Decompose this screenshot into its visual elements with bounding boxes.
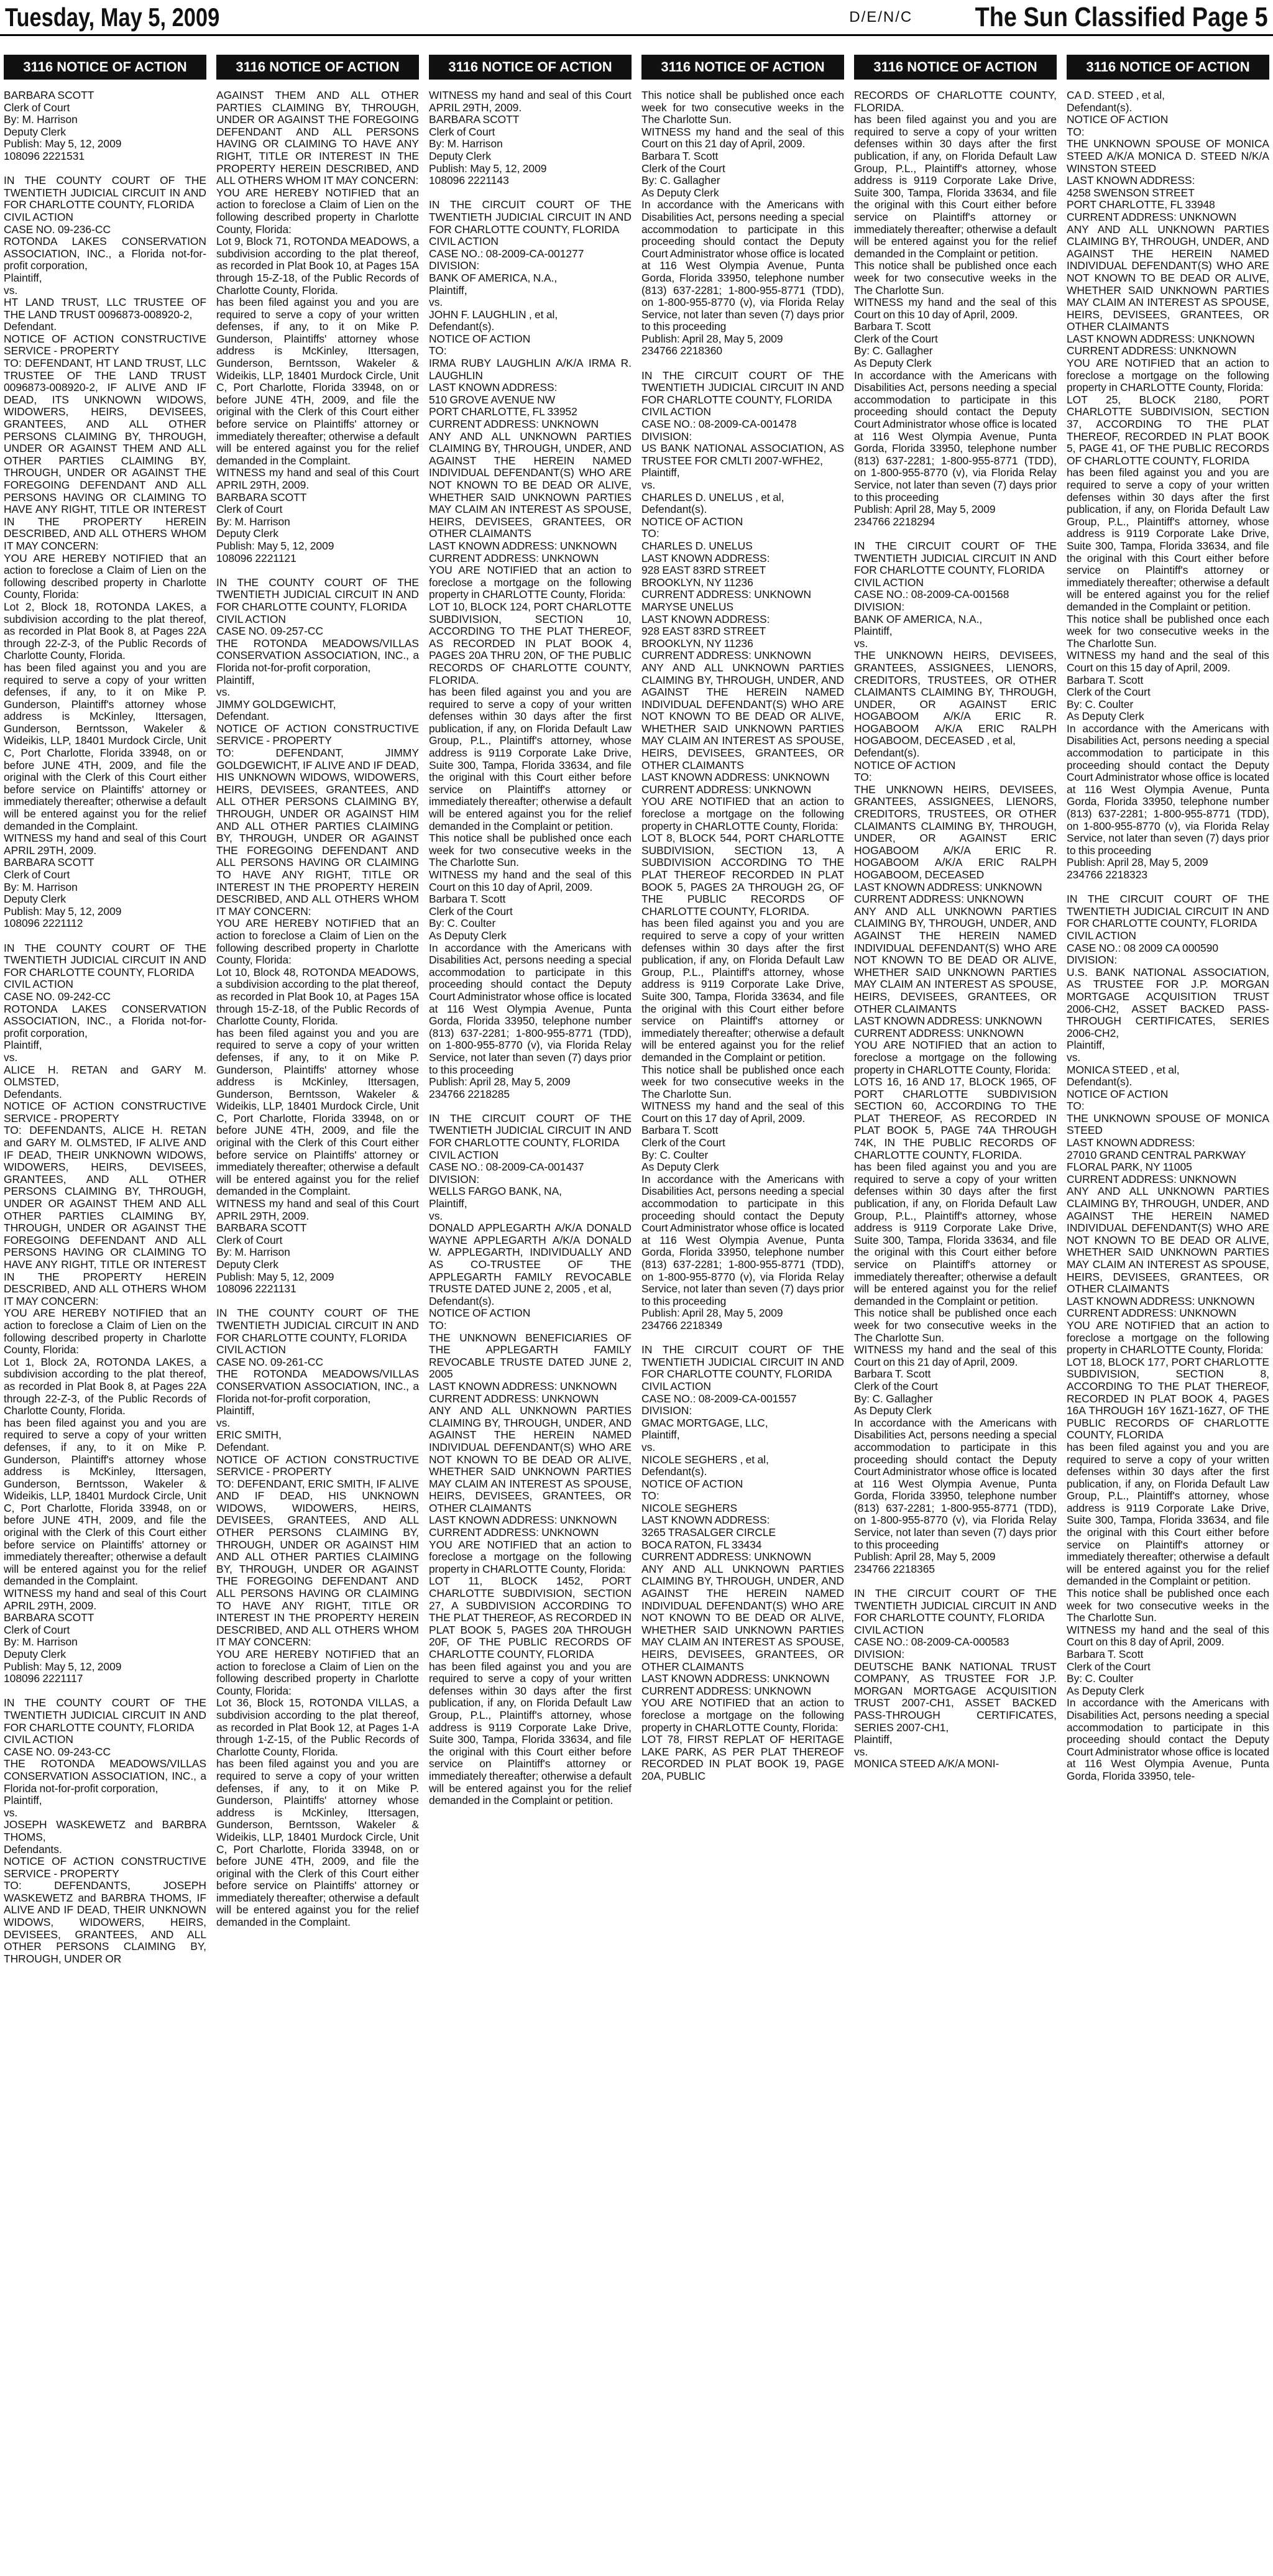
column-1 bbox=[4, 59, 206, 2570]
column-text: CA D. STEED , et al, Defendant(s). NOTICE OF ACTION TO: THE UNKNOWN SPOUSE OF MONICA STEED A/K/A MONICA D. STEED N/K/A WINSTON STEED LAST KNOWN ADDRESS: 4258 SWENSON STREET PORT CHARLOTTE, FL 33948 CURRENT ADDRESS: UNKNOWN ANY AND ALL UNKNOWN PARTIES CLAIMING BY, THROUGH, UNDER, AND AGAINST THE HEREIN NAMED INDIVIDUAL DEFENDANT(S) WHO ARE NOT KNOWN TO BE DEAD OR ALIVE, WHETHER SAID UNKNOWN PARTIES MAY CLAIM AN INTEREST AS SPOUSE, HEIRS, DEVISEES, GRANTEES, OR OTHER CLAIMANTS LAST KNOWN ADDRESS: UNKNOWN CURRENT ADDRESS: UNKNOWN YOU ARE NOTIFIED that an action to foreclose a mortgage on the following property in CHARLOTTE County, Florida: LOT 25, BLOCK 2180, PORT CHARLOTTE SUBDIVISION, SECTION 37, ACCORDING TO THE PLAT THEREOF, RECORDED IN PLAT BOOK 5, PAGE 41, OF THE PUBLIC RECORDS OF CHARLOTTE COUNTY, FLORIDA has been filed against you and you are required to serve a copy of your written defenses within 30 days after the first publication, if any, on Florida Default Law Group, P.L., Plaintiff's attorney, whose address is 9119 Corporate Lake Drive, Suite 300, Tampa, Florida 33634, and file the original with this Court either before service on Plaintiff's attorney or immediately thereafter; otherwise a default will be entered against you for the relief demanded in the Complaint or petition. This notice shall be published once each week for two consecutive weeks in the The Charlotte Sun. WITNESS my hand and the seal of this Court on this 15 day of April, 2009. Barbara T. Scott Clerk of the Court By: C. Coulter As Deputy Clerk In accordance with the Americans with Disabilities Act, persons needing a special accommodation to participate in this proceeding should contact the Deputy Court Administrator whose office is located at 116 West Olympia Avenue, Punta Gorda, Florida 33950, telephone number (813) 637-2281; 1-800-955-8771 (TDD), on 1-800-955-8770 (v), via Florida Relay Service, not later than seven (7) days prior to this proceeding Publish: April 28, May 5, 2009 234766 2218323 IN THE CIRCUIT COURT OF THE TWENTIETH JUDICIAL CIRCUIT IN AND FOR CHARLOTTE COUNTY, FLORIDA CIVIL ACTION CASE NO.: 08 2009 CA 000590 DIVISION: U.S. BANK NATIONAL ASSOCIATION, AS TRUSTEE FOR J.P. MORGAN MORTGAGE ACQUISITION TRUST 2006-CH2, ASSET BACKED PASS-THROUGH CERTIFICATES, SERIES 2006-CH2, Plaintiff, vs. MONICA STEED , et al, Defendant(s). NOTICE OF ACTION TO: THE UNKNOWN SPOUSE OF MONICA STEED LAST KNOWN ADDRESS: 27010 GRAND CENTRAL PARKWAY FLORAL PARK, NY 11005 CURRENT ADDRESS: UNKNOWN ANY AND ALL UNKNOWN PARTIES CLAIMING BY, THROUGH, UNDER, AND AGAINST THE HEREIN NAMED INDIVIDUAL DEFENDANT(S) WHO ARE NOT KNOWN TO BE DEAD OR ALIVE, WHETHER SAID UNKNOWN PARTIES MAY CLAIM AN INTEREST AS SPOUSE, HEIRS, DEVISEES, GRANTEES, OR OTHER CLAIMANTS LAST KNOWN ADDRESS: UNKNOWN CURRENT ADDRESS: UNKNOWN YOU ARE NOTIFIED that an action to foreclose a mortgage on the following property in CHARLOTTE County, Florida: LOT 18, BLOCK 177, PORT CHARLOTTE SUBDIVISION, SECTION 8, ACCORDING TO THE PLAT THEREOF, RECORDED IN PLAT BOOK 4, PAGES 16A THROUGH 16Y 16Z1-16Z7, OF THE PUBLIC RECORDS OF CHARLOTTE COUNTY, FLORIDA has been filed against you and you are required to serve a copy of your written defenses within 30 days after the first publication, if any, on Florida Default Law Group, P.L., Plaintiff's attorney, whose address is 9119 Corporate Lake Drive, Suite 300, Tampa, Florida 33634, and file the original with this Court either before service on Plaintiff's attorney or immediately thereafter; otherwise a default will be entered against you for the relief demanded in the Complaint or petition. This notice shall be published once each week for two consecutive weeks in the The Charlotte Sun. WITNESS my hand and the seal of this Court on this 8 day of April, 2009. Barbara T. Scott Clerk of the Court By: C. Coulter As Deputy Clerk In accordance with the Americans with Disabilities Act, persons needing a special accommodation to participate in this proceeding should contact the Deputy Court Administrator whose office is located at 116 West Olympia Avenue, Punta Gorda, Florida 33950, tele- bbox=[1067, 89, 1269, 1782]
header-right bbox=[849, 2, 1268, 33]
column-text: This notice shall be published once each week for two consecutive weeks in the The Charlotte Sun. WITNESS my hand and the seal of this Court on this 21 day of April, 2009. Barbara T. Scott Clerk of the Court By: C. Gallagher As Deputy Clerk In accordance with the Americans with Disabilities Act, persons needing a special accommodation to participate in this proceeding should contact the Deputy Court Administrator whose office is located at 116 West Olympia Avenue, Punta Gorda, Florida 33950, telephone number (813) 637-2281; 1-800-955-8771 (TDD), on 1-800-955-8770 (v), via Florida Relay Service, not later than seven (7) days prior to this proceeding Publish: April 28, May 5, 2009 234766 2218360 IN THE CIRCUIT COURT OF THE TWENTIETH JUDICIAL CIRCUIT IN AND FOR CHARLOTTE COUNTY, FLORIDA CIVIL ACTION CASE NO.: 08-2009-CA-001478 DIVISION: US BANK NATIONAL ASSOCIATION, AS TRUSTEE FOR CMLTI 2007-WFHE2, Plaintiff, vs. CHARLES D. UNELUS , et al, Defendant(s). NOTICE OF ACTION TO: CHARLES D. UNELUS LAST KNOWN ADDRESS: 928 EAST 83RD STREET BROOKLYN, NY 11236 CURRENT ADDRESS: UNKNOWN MARYSE UNELUS LAST KNOWN ADDRESS: 928 EAST 83RD STREET BROOKLYN, NY 11236 CURRENT ADDRESS: UNKNOWN ANY AND ALL UNKNOWN PARTIES CLAIMING BY, THROUGH, UNDER, AND AGAINST THE HEREIN NAMED INDIVIDUAL DEFENDANT(S) WHO ARE NOT KNOWN TO BE DEAD OR ALIVE, WHETHER SAID UNKNOWN PARTIES MAY CLAIM AN INTEREST AS SPOUSE, HEIRS, DEVISEES, GRANTEES, OR OTHER CLAIMANTS LAST KNOWN ADDRESS: UNKNOWN CURRENT ADDRESS: UNKNOWN YOU ARE NOTIFIED that an action to foreclose a mortgage on the following property in CHARLOTTE County, Florida: LOT 8, BLOCK 544, PORT CHARLOTTE SUBDIVISION, SECTION 13, A SUBDIVISION ACCORDING TO THE PLAT THEREOF RECORDED IN PLAT BOOK 5, PAGES 2A THROUGH 2G, OF THE PUBLIC RECORDS OF CHARLOTTE COUNTY, FLORIDA. has been filed against you and you are required to serve a copy of your written defenses within 30 days after the first publication, if any, on Florida Default Law Group, P.L., Plaintiff's attorney, whose address is 9119 Corporate Lake Drive, Suite 300, Tampa, Florida 33634, and file the original with this Court either before service on Plaintiff's attorney or immediately thereafter; otherwise a default will be entered against you for the relief demanded in the Complaint or petition. This notice shall be published once each week for two consecutive weeks in the The Charlotte Sun. WITNESS my hand and the seal of this Court on this 17 day of April, 2009. Barbara T. Scott Clerk of the Court By: C. Coulter As Deputy Clerk In accordance with the Americans with Disabilities Act, persons needing a special accommodation to participate in this proceeding should contact the Deputy Court Administrator whose office is located at 116 West Olympia Avenue, Punta Gorda, Florida 33950, telephone number (813) 637-2281; 1-800-955-8771 (TDD), on 1-800-955-8770 (v), via Florida Relay Service, not later than seven (7) days prior to this proceeding Publish: April 28, May 5, 2009 234766 2218349 IN THE CIRCUIT COURT OF THE TWENTIETH JUDICIAL CIRCUIT IN AND FOR CHARLOTTE COUNTY, FLORIDA CIVIL ACTION CASE NO.: 08-2009-CA-001557 DIVISION: GMAC MORTGAGE, LLC, Plaintiff, vs. NICOLE SEGHERS , et al, Defendant(s). NOTICE OF ACTION TO: NICOLE SEGHERS LAST KNOWN ADDRESS: 3265 TRASALGER CIRCLE BOCA RATON, FL 33434 CURRENT ADDRESS: UNKNOWN ANY AND ALL UNKNOWN PARTIES CLAIMING BY, THROUGH, UNDER, AND AGAINST THE HEREIN NAMED INDIVIDUAL DEFENDANT(S) WHO ARE NOT KNOWN TO BE DEAD OR ALIVE, WHETHER SAID UNKNOWN PARTIES MAY CLAIM AN INTEREST AS SPOUSE, HEIRS, DEVISEES, GRANTEES, OR OTHER CLAIMANTS LAST KNOWN ADDRESS: UNKNOWN CURRENT ADDRESS: UNKNOWN YOU ARE NOTIFIED that an action to foreclose a mortgage on the following property in CHARLOTTE County, Florida: LOT 78, FIRST REPLAT OF HERITAGE LAKE PARK, AS PER PLAT THEREOF RECORDED IN PLAT BOOK 19, PAGE 20A, PUBLIC bbox=[641, 89, 844, 1782]
page-header bbox=[0, 0, 1273, 36]
column-6 bbox=[1067, 59, 1269, 2570]
column-4 bbox=[641, 59, 844, 2570]
column-text: WITNESS my hand and seal of this Court APRIL 29TH, 2009. BARBARA SCOTT Clerk of Court By: M. Harrison Deputy Clerk Publish: May 5, 12, 2009 108096 2221143 IN THE CIRCUIT COURT OF THE TWENTIETH JUDICIAL CIRCUIT IN AND FOR CHARLOTTE COUNTY, FLORIDA CIVIL ACTION CASE NO.: 08-2009-CA-001277 DIVISION: BANK OF AMERICA, N.A., Plaintiff, vs. JOHN F. LAUGHLIN , et al, Defendant(s). NOTICE OF ACTION TO: IRMA RUBY LAUGHLIN A/K/A IRMA R. LAUGHLIN LAST KNOWN ADDRESS: 510 GROVE AVENUE NW PORT CHARLOTTE, FL 33952 CURRENT ADDRESS: UNKNOWN ANY AND ALL UNKNOWN PARTIES CLAIMING BY, THROUGH, UNDER, AND AGAINST THE HEREIN NAMED INDIVIDUAL DEFENDANT(S) WHO ARE NOT KNOWN TO BE DEAD OR ALIVE, WHETHER SAID UNKNOWN PARTIES MAY CLAIM AN INTEREST AS SPOUSE, HEIRS, DEVISEES, GRANTEES, OR OTHER CLAIMANTS LAST KNOWN ADDRESS: UNKNOWN CURRENT ADDRESS: UNKNOWN YOU ARE NOTIFIED that an action to foreclose a mortgage on the following property in CHARLOTTE County, Florida: LOT 10, BLOCK 124, PORT CHARLOTTE SUBDIVISION, SECTION 10, ACCORDING TO THE PLAT THEREOF, AS RECORDED IN PLAT BOOK 4, PAGES 20A THRU 20N, OF THE PUBLIC RECORDS OF CHARLOTTE COUNTY, FLORIDA. has been filed against you and you are required to serve a copy of your written defenses within 30 days after the first publication, if any, on Florida Default Law Group, P.L., Plaintiff's attorney, whose address is 9119 Corporate Lake Drive, Suite 300, Tampa, Florida 33634, and file the original with this Court either before service on Plaintiff's attorney or immediately thereafter; otherwise a default will be entered against you for the relief demanded in the Complaint or petition. This notice shall be published once each week for two consecutive weeks in the The Charlotte Sun. WITNESS my hand and the seal of this Court on this 10 day of April, 2009. Barbara T. Scott Clerk of the Court By: C. Coulter As Deputy Clerk In accordance with the Americans with Disabilities Act, persons needing a special accommodation to participate in this proceeding should contact the Deputy Court Administrator whose office is located at 116 West Olympia Avenue, Punta Gorda, Florida 33950, telephone number (813) 637-2281; 1-800-955-8771 (TDD), on 1-800-955-8770 (v), via Florida Relay Service, not later than seven (7) days prior to this proceeding Publish: April 28, May 5, 2009 234766 2218285 IN THE CIRCUIT COURT OF THE TWENTIETH JUDICIAL CIRCUIT IN AND FOR CHARLOTTE COUNTY, FLORIDA CIVIL ACTION CASE NO.: 08-2009-CA-001437 DIVISION: WELLS FARGO BANK, NA, Plaintiff, vs. DONALD APPLEGARTH A/K/A DONALD WAYNE APPLEGARTH A/K/A DONALD W. APPLEGARTH, INDIVIDUALLY AND AS CO-TRUSTEE OF THE APPLEGARTH FAMILY REVOCABLE TRUSTE DATED JUNE 2, 2005 , et al, Defendant(s). NOTICE OF ACTION TO: THE UNKNOWN BENEFICIARIES OF THE APPLEGARTH FAMILY REVOCABLE TRUSTE DATED JUNE 2, 2005 LAST KNOWN ADDRESS: UNKNOWN CURRENT ADDRESS: UNKNOWN ANY AND ALL UNKNOWN PARTIES CLAIMING BY, THROUGH, UNDER, AND AGAINST THE HEREIN NAMED INDIVIDUAL DEFENDANT(S) WHO ARE NOT KNOWN TO BE DEAD OR ALIVE, WHETHER SAID UNKNOWN PARTIES MAY CLAIM AN INTEREST AS SPOUSE, HEIRS, DEVISEES, GRANTEES, OR OTHER CLAIMANTS LAST KNOWN ADDRESS: UNKNOWN CURRENT ADDRESS: UNKNOWN YOU ARE NOTIFIED that an action to foreclose a mortgage on the following property in CHARLOTTE County, Florida: LOT 11, BLOCK 1452, PORT CHARLOTTE SUBDIVISION, SECTION 27, A SUBDIVISION ACCORDING TO THE PLAT THEREOF, AS RECORDED IN PLAT BOOK 5, PAGES 20A THROUGH 20F, OF THE PUBLIC RECORDS OF CHARLOTTE COUNTY, FLORIDA has been filed against you and you are required to serve a copy of your written defenses within 30 days after the first publication, if any, on Florida Default Law Group, P.L., Plaintiff's attorney, whose address is 9119 Corporate Lake Drive, Suite 300, Tampa, Florida 33634, and file the original with this Court either before service on Plaintiff's attorney or immediately thereafter; otherwise a default will be entered against you for the relief demanded in the Complaint or petition. bbox=[429, 89, 632, 1807]
category-heading: 3116 NOTICE OF ACTION bbox=[854, 55, 1057, 80]
column-text: RECORDS OF CHARLOTTE COUNTY, FLORIDA. has been filed against you and you are required to serve a copy of your written defenses within 30 days after the first publication, if any, on Florida Default Law Group, P.L., Plaintiff's attorney, whose address is 9119 Corporate Lake Drive, Suite 300, Tampa, Florida 33634, and file the original with this Court either before service on Plaintiff's attorney or immediately thereafter; otherwise a default will be entered against you for the relief demanded in the Complaint or petition. This notice shall be published once each week for two consecutive weeks in the The Charlotte Sun. WITNESS my hand and the seal of this Court on this 10 day of April, 2009. Barbara T. Scott Clerk of the Court By: C. Gallagher As Deputy Clerk In accordance with the Americans with Disabilities Act, persons needing a special accommodation to participate in this proceeding should contact the Deputy Court Administrator whose office is located at 116 West Olympia Avenue, Punta Gorda, Florida 33950, telephone number (813) 637-2281; 1-800-955-8771 (TDD), on 1-800-955-8770 (v), via Florida Relay Service, not later than seven (7) days prior to this proceeding Publish: April 28, May 5, 2009 234766 2218294 IN THE CIRCUIT COURT OF THE TWENTIETH JUDICIAL CIRCUIT IN AND FOR CHARLOTTE COUNTY, FLORIDA CIVIL ACTION CASE NO.: 08-2009-CA-001568 DIVISION: BANK OF AMERICA, N.A., Plaintiff, vs. THE UNKNOWN HEIRS, DEVISEES, GRANTEES, ASSIGNEES, LIENORS, CREDITORS, TRUSTEES, OR OTHER CLAIMANTS CLAIMING BY, THROUGH, UNDER, OR AGAINST ERIC HOGABOOM A/K/A ERIC R. HOGABOOM A/K/A ERIC RALPH HOGABOOM, DECEASED , et al, Defendant(s). NOTICE OF ACTION TO: THE UNKNOWN HEIRS, DEVISEES, GRANTEES, ASSIGNEES, LIENORS, CREDITORS, TRUSTEES, OR OTHER CLAIMANTS CLAIMING BY, THROUGH, UNDER, OR AGAINST ERIC HOGABOOM A/K/A ERIC R. HOGABOOM A/K/A ERIC RALPH HOGABOOM, DECEASED LAST KNOWN ADDRESS: UNKNOWN CURRENT ADDRESS: UNKNOWN ANY AND ALL UNKNOWN PARTIES CLAIMING BY, THROUGH, UNDER, AND AGAINST THE HEREIN NAMED INDIVIDUAL DEFENDANT(S) WHO ARE NOT KNOWN TO BE DEAD OR ALIVE, WHETHER SAID UNKNOWN PARTIES MAY CLAIM AN INTEREST AS SPOUSE, HEIRS, DEVISEES, GRANTEES, OR OTHER CLAIMANTS LAST KNOWN ADDRESS: UNKNOWN CURRENT ADDRESS: UNKNOWN YOU ARE NOTIFIED that an action to foreclose a mortgage on the following property in CHARLOTTE County, Florida: LOTS 16, 16 AND 17, BLOCK 1965, OF PORT CHARLOTTE SUBDIVISION SECTION 60, ACCORDING TO THE PLAT THEREOF, AS RECORDED IN PLAT BOOK 5, PAGE 74A THROUGH 74K, IN THE PUBLIC RECORDS OF CHARLOTTE COUNTY, FLORIDA. has been filed against you and you are required to serve a copy of your written defenses within 30 days after the first publication, if any, on Florida Default Law Group, P.L., Plaintiff's attorney, whose address is 9119 Corporate Lake Drive, Suite 300, Tampa, Florida 33634, and file the original with this Court either before service on Plaintiff's attorney or immediately thereafter; otherwise a default will be entered against you for the relief demanded in the Complaint or petition. This notice shall be published once each week for two consecutive weeks in the The Charlotte Sun. WITNESS my hand and the seal of this Court on this 21 day of April, 2009. Barbara T. Scott Clerk of the Court By: C. Gallagher As Deputy Clerk In accordance with the Americans with Disabilities Act, persons needing a special accommodation to participate in this proceeding should contact the Deputy Court Administrator whose office is located at 116 West Olympia Avenue, Punta Gorda, Florida 33950, telephone number (813) 637-2281; 1-800-955-8771 (TDD), on 1-800-955-8770 (v), via Florida Relay Service, not later than seven (7) days prior to this proceeding Publish: April 28, May 5, 2009 234766 2218365 IN THE CIRCUIT COURT OF THE TWENTIETH JUDICIAL CIRCUIT IN AND FOR CHARLOTTE COUNTY, FLORIDA CIVIL ACTION CASE NO.: 08-2009-CA-000583 DIVISION: DEUTSCHE BANK NATIONAL TRUST COMPANY, AS TRUSTEE FOR J.P. MORGAN MORTGAGE ACQUISITION TRUST 2007-CH1, ASSET BACKED PASS-THROUGH CERTIFICATES, SERIES 2007-CH1, Plaintiff, vs. MONICA STEED A/K/A MONI- bbox=[854, 89, 1057, 1770]
edition-code: D/E/N/C bbox=[849, 8, 913, 25]
column-2 bbox=[216, 59, 419, 2570]
column-3 bbox=[429, 59, 632, 2570]
category-heading: 3116 NOTICE OF ACTION bbox=[429, 55, 632, 80]
category-heading: 3116 NOTICE OF ACTION bbox=[1067, 55, 1269, 80]
issue-date: Tuesday, May 5, 2009 bbox=[5, 2, 220, 32]
section-title: The Sun Classified Page 5 bbox=[975, 1, 1268, 32]
column-text: AGAINST THEM AND ALL OTHER PARTIES CLAIMING BY, THROUGH, UNDER OR AGAINST THE FOREGOING DEFENDANT AND ALL PERSONS HAVING OR CLAIMING TO HAVE ANY RIGHT, TITLE OR INTEREST IN THE PROPERTY HEREIN DESCRIBED, AND ALL OTHERS WHOM IT MAY CONCERN: YOU ARE HEREBY NOTIFIED that an action to foreclose a Claim of Lien on the following described property in Charlotte County, Florida: Lot 9, Block 71, ROTONDA MEADOWS, a subdivision according to the plat thereof, as recorded in Plat Book 10, at Pages 15A through 15-Z-18, of the Public Records of Charlotte County, Florida. has been filed against you and you are required to serve a copy of your written defenses, if any, to it on Mike P. Gunderson, Plaintiffs' attorney whose address is McKinley, Ittersagen, Gunderson, Berntsson, Wakeler & Wideikis, LLP, 18401 Murdock Circle, Unit C, Port Charlotte, Florida 33948, on or before JUNE 4TH, 2009, and file the original with the Clerk of this Court either before service on Plaintiffs' attorney or immediately thereafter; otherwise a default will be entered against you for the relief demanded in the Complaint. WITNESS my hand and seal of this Court APRIL 29TH, 2009. BARBARA SCOTT Clerk of Court By: M. Harrison Deputy Clerk Publish: May 5, 12, 2009 108096 2221121 IN THE COUNTY COURT OF THE TWENTIETH JUDICIAL CIRCUIT IN AND FOR CHARLOTTE COUNTY, FLORIDA CIVIL ACTION CASE NO. 09-257-CC THE ROTONDA MEADOWS/VILLAS CONSERVATION ASSOCIATION, INC., a Florida not-for-profit corporation, Plaintiff, vs. JIMMY GOLDGEWICHT, Defendant. NOTICE OF ACTION CONSTRUCTIVE SERVICE - PROPERTY TO: DEFENDANT, JIMMY GOLDGEWICHT, IF ALIVE AND IF DEAD, HIS UNKNOWN WIDOWS, WIDOWERS, HEIRS, DEVISEES, GRANTEES, AND ALL OTHER PERSONS CLAIMING BY, THROUGH, UNDER OR AGAINST HIM AND ALL OTHER PARTIES CLAIMING BY, THROUGH, UNDER OR AGAINST THE FOREGOING DEFENDANT AND ALL PERSONS HAVING OR CLAIMING TO HAVE ANY RIGHT, TITLE OR INTEREST IN THE PROPERTY HEREIN DESCRIBED, AND ALL OTHERS WHOM IT MAY CONCERN: YOU ARE HEREBY NOTIFIED that an action to foreclose a Claim of Lien on the following described property in Charlotte County, Florida: Lot 10, Block 48, ROTONDA MEADOWS, a subdivision according to the plat thereof, as recorded in Plat Book 10, at Pages 15A through 15-Z-18, of the Public Records of Charlotte County, Florida. has been filed against you and you are required to serve a copy of your written defenses, if any, to it on Mike P. Gunderson, Plaintiffs' attorney whose address is McKinley, Ittersagen, Gunderson, Berntsson, Wakeler & Wideikis, LLP, 18401 Murdock Circle, Unit C, Port Charlotte, Florida 33948, on or before JUNE 4TH, 2009, and file the original with the Clerk of this Court either before service on Plaintiffs' attorney or immediately thereafter; otherwise a default will be entered against you for the relief demanded in the Complaint. WITNESS my hand and seal of this Court APRIL 29TH, 2009. BARBARA SCOTT Clerk of Court By: M. Harrison Deputy Clerk Publish: May 5, 12, 2009 108096 2221131 IN THE COUNTY COURT OF THE TWENTIETH JUDICIAL CIRCUIT IN AND FOR CHARLOTTE COUNTY, FLORIDA CIVIL ACTION CASE NO. 09-261-CC THE ROTONDA MEADOWS/VILLAS CONSERVATION ASSOCIATION, INC., a Florida not-for-profit corporation, Plaintiff, vs. ERIC SMITH, Defendant. NOTICE OF ACTION CONSTRUCTIVE SERVICE - PROPERTY TO: DEFENDANT, ERIC SMITH, IF ALIVE AND IF DEAD, HIS UNKNOWN WIDOWS, WIDOWERS, HEIRS, DEVISEES, GRANTEES, AND ALL OTHER PERSONS CLAIMING BY, THROUGH, UNDER OR AGAINST HIM AND ALL OTHER PARTIES CLAIMING BY, THROUGH, UNDER OR AGAINST THE FOREGOING DEFENDANT AND ALL PERSONS HAVING OR CLAIMING TO HAVE ANY RIGHT, TITLE OR INTEREST IN THE PROPERTY HEREIN DESCRIBED, AND ALL OTHERS WHOM IT MAY CONCERN: YOU ARE HEREBY NOTIFIED that an action to foreclose a Claim of Lien on the following described property in Charlotte County, Florida: Lot 36, Block 15, ROTONDA VILLAS, a subdivision according to the plat thereof, as recorded in Plat Book 12, at Pages 1-A through 1-Z-15, of the Public Records of Charlotte County, Florida. has been filed against you and you are required to serve a copy of your written defenses, if any, to it on Mike P. Gunderson, Plaintiffs' attorney whose address is McKinley, Ittersagen, Gunderson, Berntsson, Wakeler & Wideikis, LLP, 18401 Murdock Circle, Unit C, Port Charlotte, Florida 33948, on or before JUNE 4TH, 2009, and file the original with the Clerk of this Court either before service on Plaintiffs' attorney or immediately thereafter; otherwise a default will be entered against you for the relief demanded in the Complaint. bbox=[216, 89, 419, 1929]
column-5 bbox=[854, 59, 1057, 2570]
column-text: BARBARA SCOTT Clerk of Court By: M. Harrison Deputy Clerk Publish: May 5, 12, 2009 108096 2221531 IN THE COUNTY COURT OF THE TWENTIETH JUDICIAL CIRCUIT IN AND FOR CHARLOTTE COUNTY, FLORIDA CIVIL ACTION CASE NO. 09-236-CC ROTONDA LAKES CONSERVATION ASSOCIATION, INC., a Florida not-for-profit corporation, Plaintiff, vs. HT LAND TRUST, LLC TRUSTEE OF THE LAND TRUST 0096873-008920-2, Defendant. NOTICE OF ACTION CONSTRUCTIVE SERVICE - PROPERTY TO: DEFENDANT, HT LAND TRUST, LLC TRUSTEE OF THE LAND TRUST 0096873-008920-2, IF ALIVE AND IF DEAD, ITS UNKNOWN WIDOWS, WIDOWERS, HEIRS, DEVISEES, GRANTEES, AND ALL OTHER PERSONS CLAIMING BY, THROUGH, UNDER OR AGAINST THEM AND ALL OTHER PARTIES CLAIMING BY, THROUGH, UNDER OR AGAINST THE FOREGOING DEFENDANT AND ALL PERSONS HAVING OR CLAIMING TO HAVE ANY RIGHT, TITLE OR INTEREST IN THE PROPERTY HEREIN DESCRIBED, AND ALL OTHERS WHOM IT MAY CONCERN: YOU ARE HEREBY NOTIFIED that an action to foreclose a Claim of Lien on the following described property in Charlotte County, Florida: Lot 2, Block 18, ROTONDA LAKES, a subdivision according to the plat thereof, as recorded in Plat Book 8, at Pages 22A through 22-Z-3, of the Public Records of Charlotte County, Florida. has been filed against you and you are required to serve a copy of your written defenses, if any, to it on Mike P. Gunderson, Plaintiff's attorney whose address is McKinley, Ittersagen, Gunderson, Berntsson, Wakeler & Wideikis, LLP, 18401 Murdock Circle, Unit C, Port Charlotte, Florida 33948, on or before JUNE 4TH, 2009, and file the original with the Clerk of this Court either before service on Plaintiffs' attorney or immediately thereafter; otherwise a default will be entered against you for the relief demanded in the Complaint. WITNESS my hand and seal of this Court APRIL 29TH, 2009. BARBARA SCOTT Clerk of Court By: M. Harrison Deputy Clerk Publish: May 5, 12, 2009 108096 2221112 IN THE COUNTY COURT OF THE TWENTIETH JUDICIAL CIRCUIT IN AND FOR CHARLOTTE COUNTY, FLORIDA CIVIL ACTION CASE NO. 09-242-CC ROTONDA LAKES CONSERVATION ASSOCIATION, INC., a Florida not-for-profit corporation, Plaintiff, vs. ALICE H. RETAN and GARY M. OLMSTED, Defendants. NOTICE OF ACTION CONSTRUCTIVE SERVICE - PROPERTY TO: DEFENDANTS, ALICE H. RETAN and GARY M. OLMSTED, IF ALIVE AND IF DEAD, THEIR UNKNOWN WIDOWS, WIDOWERS, HEIRS, DEVISEES, GRANTEES, AND ALL OTHER PERSONS CLAIMING BY, THROUGH, UNDER OR AGAINST THEM AND ALL OTHER PARTIES CLAIMING BY, THROUGH, UNDER OR AGAINST THE FOREGOING DEFENDANT AND ALL PERSONS HAVING OR CLAIMING TO HAVE ANY RIGHT, TITLE OR INTEREST IN THE PROPERTY HEREIN DESCRIBED, AND ALL OTHERS WHOM IT MAY CONCERN: YOU ARE HEREBY NOTIFIED that an action to foreclose a Claim of Lien on the following described property in Charlotte County, Florida: Lot 1, Block 2A, ROTONDA LAKES, a subdivision according to the plat thereof, as recorded in Plat Book 8, at Pages 22A through 22-Z-3, of the Public Records of Charlotte County, Florida. has been filed against you and you are required to serve a copy of your written defenses, if any, to it on Mike P. Gunderson, Plaintiff's attorney whose address is McKinley, Ittersagen, Gunderson, Berntsson, Wakeler & Wideikis, LLP, 18401 Murdock Circle, Unit C, Port Charlotte, Florida 33948, on or before JUNE 4TH, 2009, and file the original with the Clerk of this Court either before service on Plaintiffs' attorney or immediately thereafter; otherwise a default will be entered against you for the relief demanded in the Complaint. WITNESS my hand and seal of this Court APRIL 29TH, 2009. BARBARA SCOTT Clerk of Court By: M. Harrison Deputy Clerk Publish: May 5, 12, 2009 108096 2221117 IN THE COUNTY COURT OF THE TWENTIETH JUDICIAL CIRCUIT IN AND FOR CHARLOTTE COUNTY, FLORIDA CIVIL ACTION CASE NO. 09-243-CC THE ROTONDA MEADOWS/VILLAS CONSERVATION ASSOCIATION, INC., a Florida not-for-profit corporation, Plaintiff, vs. JOSEPH WASKEWETZ and BARBRA THOMS, Defendants. NOTICE OF ACTION CONSTRUCTIVE SERVICE - PROPERTY TO: DEFENDANTS, JOSEPH WASKEWETZ and BARBRA THOMS, IF ALIVE AND IF DEAD, THEIR UNKNOWN WIDOWS, WIDOWERS, HEIRS, DEVISEES, GRANTEES, AND ALL OTHER PERSONS CLAIMING BY, THROUGH, UNDER OR bbox=[4, 89, 206, 1965]
notice-columns bbox=[0, 59, 1273, 2570]
category-heading: 3116 NOTICE OF ACTION bbox=[216, 55, 419, 80]
category-heading: 3116 NOTICE OF ACTION bbox=[4, 55, 206, 80]
category-heading: 3116 NOTICE OF ACTION bbox=[641, 55, 844, 80]
